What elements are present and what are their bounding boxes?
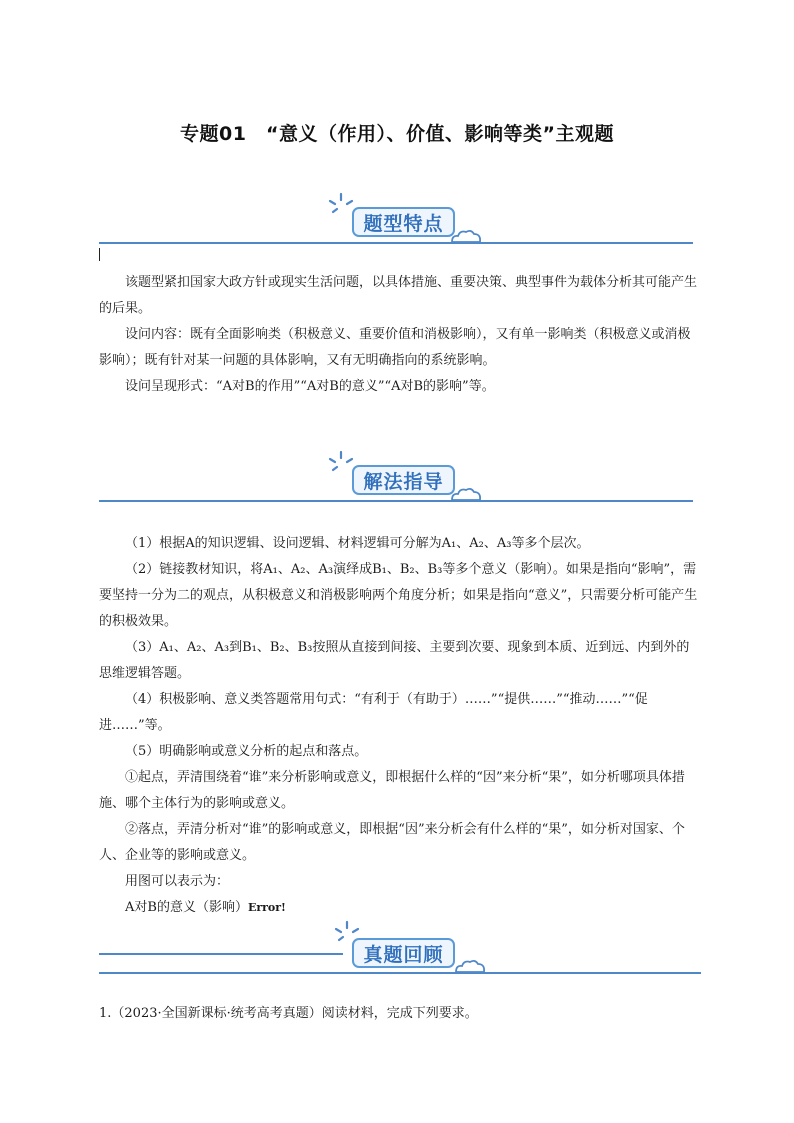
cloud-icon bbox=[453, 958, 487, 974]
paragraph: ②落点，弄清分析对“谁”的影响或意义，即根据“因”来分析会有什么样的“果”，如分析对国家、个人、企业等的影响或意义。 bbox=[99, 822, 685, 863]
error-text: Error! bbox=[247, 901, 286, 914]
paragraph: 该题型紧扣国家大政方针或现实生活问题，以具体措施、重要决策、典型事件为载体分析其可能产生的后果。 bbox=[99, 275, 698, 316]
paragraph: 用图可以表示为： bbox=[125, 874, 230, 889]
paragraph: （4）积极影响、意义类答题常用句式：“有利于（有助于）……”“提供……”“推动……”“促进……”等。 bbox=[99, 692, 648, 733]
section-heading-review: 真题回顾 bbox=[352, 938, 455, 968]
paragraph: ①起点，弄清围绕着“谁”来分析影响或意义，即根据什么样的“因”来分析“果”，如分析哪项具体措施、哪个主体行为的影响或意义。 bbox=[99, 770, 685, 811]
diagram-line: A对B的意义（影响）Error! bbox=[125, 900, 286, 915]
paragraph: （1）根据A的知识逻辑、设问逻辑、材料逻辑可分解为A₁、A₂、A₃等多个层次。 bbox=[125, 536, 590, 551]
cloud-icon bbox=[449, 486, 483, 502]
paragraph: （3）A₁、A₂、A₃到B₁、B₂、B₃按照从直接到间接、主要到次要、现象到本质、近到远、内到外的思维逻辑答题。 bbox=[99, 640, 690, 681]
section-heading-features: 题型特点 bbox=[352, 207, 455, 237]
section-banner-features bbox=[99, 192, 693, 252]
page-title: 专题01 “意义（作用）、价值、影响等类”主观题 bbox=[180, 123, 614, 145]
section-banner-review bbox=[99, 918, 701, 978]
cloud-icon bbox=[449, 228, 483, 244]
section-heading-method: 解法指导 bbox=[352, 465, 455, 495]
features-text bbox=[99, 270, 698, 400]
paragraph: （5）明确影响或意义分析的起点和落点。 bbox=[125, 744, 368, 759]
text-cursor bbox=[99, 248, 100, 261]
section-banner-method bbox=[99, 450, 693, 510]
paragraph: 设问呈现形式：“A对B的作用”“A对B的意义”“A对B的影响”等。 bbox=[125, 379, 495, 394]
method-text bbox=[99, 531, 698, 921]
question-item: 1.（2023·全国新课标·统考高考真题）阅读材料，完成下列要求。 bbox=[99, 1006, 478, 1021]
paragraph: （2）链接教材知识，将A₁、A₂、A₃演绎成B₁、B₂、B₃等多个意义（影响）。如果是指向“影响”，需要坚持一分为二的观点，从积极意义和消极影响两个角度分析；如果是指向“意义”，只需要分析可能产生的积极效果。 bbox=[99, 562, 698, 629]
paragraph: 设问内容：既有全面影响类（积极意义、重要价值和消极影响），又有单一影响类（积极意义或消极影响）；既有针对某一问题的具体影响，又有无明确指向的系统影响。 bbox=[99, 327, 691, 368]
